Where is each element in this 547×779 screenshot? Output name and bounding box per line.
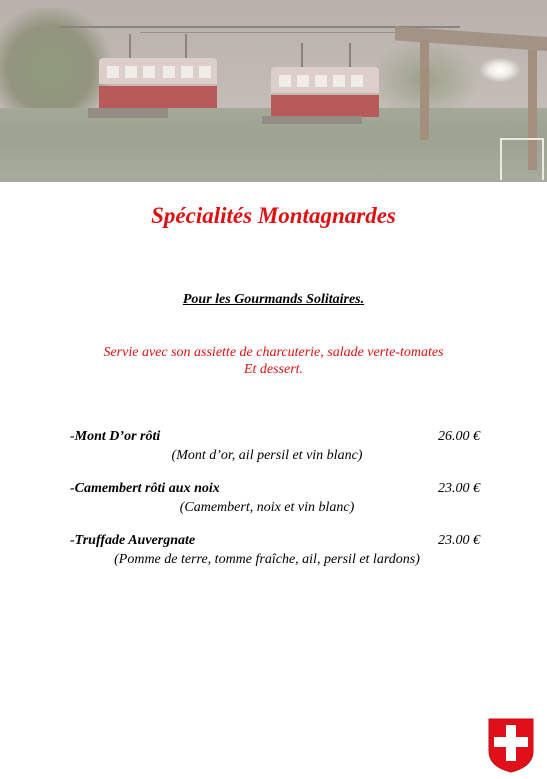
- menu-item: [70, 429, 480, 464]
- menu-item-price: 23.00 €: [438, 481, 480, 496]
- menu-item: [70, 481, 480, 516]
- pergola-post: [420, 40, 429, 140]
- menu-description: [0, 344, 547, 378]
- menu-item-name: -Mont D’or rôti: [70, 429, 161, 444]
- photo-trees: [0, 8, 110, 118]
- menu-item: [70, 533, 480, 568]
- menu-item-detail: (Pomme de terre, tomme fraîche, ail, persil et lardons): [114, 552, 420, 567]
- cabin-base: [262, 116, 362, 124]
- header-photo: [0, 0, 547, 182]
- section-subtitle: Pour les Gourmands Solitaires.: [182, 292, 365, 307]
- menu-item-detail: (Mont d’or, ail persil et vin blanc): [171, 448, 363, 463]
- menu-item-detail: (Camembert, noix et vin blanc): [179, 500, 355, 515]
- savoy-cross-shield-icon: [487, 717, 535, 773]
- page-title: Spécialités Montagnardes: [151, 203, 396, 228]
- menu-item-name: -Camembert rôti aux noix: [70, 481, 220, 496]
- menu-item-name: -Truffade Auvergnate: [70, 533, 196, 548]
- cable-car-cabin: [271, 67, 379, 117]
- menu-item-price: 26.00 €: [438, 429, 480, 444]
- menu-item-price: 23.00 €: [438, 533, 480, 548]
- lamp-glow: [480, 58, 520, 82]
- terrace-chair: [500, 138, 544, 180]
- cable-car-cabin: [99, 58, 217, 108]
- description-line-1: Servie avec son assiette de charcuterie, salade verte-tomates: [103, 345, 444, 360]
- description-line-2: Et dessert.: [243, 362, 304, 377]
- cabin-base: [88, 108, 168, 118]
